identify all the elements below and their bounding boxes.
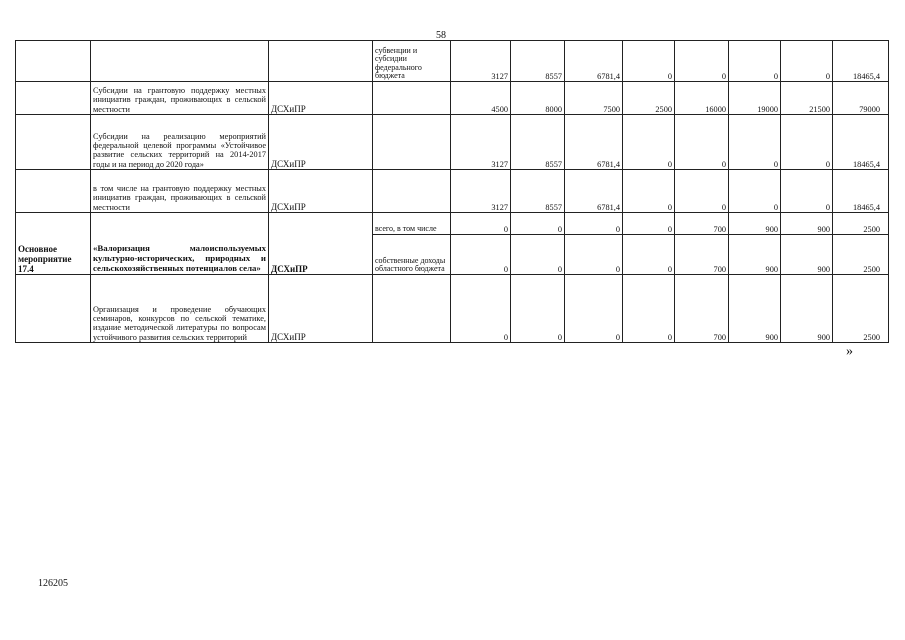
responsible-cell: ДСХиПР xyxy=(269,115,373,170)
value-cell: 8557 xyxy=(511,170,565,213)
table-row xyxy=(16,115,889,170)
value-cell: 0 xyxy=(451,235,511,275)
value-cell: 0 xyxy=(781,170,833,213)
activity-name-cell: Субсидии на грантовую поддержку местных инициатив граждан, проживающих в сельской местности xyxy=(91,82,269,115)
value-cell: 700 xyxy=(675,213,729,235)
value-cell: 0 xyxy=(729,41,781,82)
table-row xyxy=(16,41,889,82)
activity-name-cell: в том числе на грантовую поддержку местных инициатив граждан, проживающих в сельской местности xyxy=(91,170,269,213)
value-cell: 900 xyxy=(781,275,833,343)
table-row xyxy=(16,275,889,343)
total-cell: 79000 xyxy=(833,82,889,115)
value-cell: 0 xyxy=(623,41,675,82)
value-cell: 0 xyxy=(565,235,623,275)
value-cell: 3127 xyxy=(451,115,511,170)
funding-source-cell xyxy=(373,82,451,115)
table-row xyxy=(16,213,889,235)
value-cell: 700 xyxy=(675,275,729,343)
funding-source-cell xyxy=(373,115,451,170)
responsible-cell xyxy=(269,41,373,82)
main-activity-cell xyxy=(16,82,91,115)
total-cell: 18465,4 xyxy=(833,41,889,82)
closing-quote: » xyxy=(846,344,853,359)
funding-source-cell: всего, в том числе xyxy=(373,213,451,235)
value-cell: 3127 xyxy=(451,170,511,213)
value-cell: 8557 xyxy=(511,41,565,82)
value-cell: 19000 xyxy=(729,82,781,115)
activity-name-cell: Организация и проведение обучающих семинаров, конкурсов по сельской тематике, издание методической литературы по вопросам устойчивого развития сельских территорий xyxy=(91,275,269,343)
value-cell: 8000 xyxy=(511,82,565,115)
value-cell: 0 xyxy=(623,275,675,343)
funding-source-cell: собственные доходы областного бюджета xyxy=(373,235,451,275)
value-cell: 6781,4 xyxy=(565,170,623,213)
activity-name-cell xyxy=(91,41,269,82)
total-cell: 18465,4 xyxy=(833,115,889,170)
main-activity-cell xyxy=(16,275,91,343)
value-cell: 0 xyxy=(623,115,675,170)
value-cell: 0 xyxy=(511,213,565,235)
value-cell: 0 xyxy=(729,170,781,213)
budget-table xyxy=(15,40,889,343)
value-cell: 700 xyxy=(675,235,729,275)
funding-source-cell xyxy=(373,275,451,343)
total-cell: 2500 xyxy=(833,275,889,343)
value-cell: 900 xyxy=(729,213,781,235)
value-cell: 0 xyxy=(511,235,565,275)
footer-code: 126205 xyxy=(38,578,68,589)
value-cell: 900 xyxy=(729,275,781,343)
value-cell: 0 xyxy=(623,213,675,235)
value-cell: 0 xyxy=(451,275,511,343)
page-number: 58 xyxy=(436,30,446,41)
value-cell: 4500 xyxy=(451,82,511,115)
responsible-cell: ДСХиПР xyxy=(269,82,373,115)
value-cell: 0 xyxy=(565,275,623,343)
value-cell: 0 xyxy=(511,275,565,343)
value-cell: 21500 xyxy=(781,82,833,115)
responsible-cell: ДСХиПР xyxy=(269,275,373,343)
value-cell: 2500 xyxy=(623,82,675,115)
activity-name-cell: Субсидии на реализацию мероприятий федеральной целевой программы «Устойчивое развитие сельских территорий на 2014-2017 годы и на период до 2020 года» xyxy=(91,115,269,170)
value-cell: 0 xyxy=(675,41,729,82)
value-cell: 0 xyxy=(675,170,729,213)
main-activity-cell xyxy=(16,41,91,82)
value-cell: 0 xyxy=(623,170,675,213)
value-cell: 900 xyxy=(781,235,833,275)
value-cell: 900 xyxy=(729,235,781,275)
main-activity-cell xyxy=(16,115,91,170)
funding-source-cell xyxy=(373,170,451,213)
responsible-cell: ДСХиПР xyxy=(269,170,373,213)
table-row xyxy=(16,170,889,213)
value-cell: 900 xyxy=(781,213,833,235)
value-cell: 0 xyxy=(781,115,833,170)
value-cell: 0 xyxy=(675,115,729,170)
value-cell: 0 xyxy=(781,41,833,82)
total-cell: 18465,4 xyxy=(833,170,889,213)
value-cell: 16000 xyxy=(675,82,729,115)
value-cell: 7500 xyxy=(565,82,623,115)
value-cell: 0 xyxy=(623,235,675,275)
value-cell: 0 xyxy=(565,213,623,235)
value-cell: 6781,4 xyxy=(565,41,623,82)
responsible-cell: ДСХиПР xyxy=(269,213,373,275)
funding-source-cell: субвенции и субсидии федерального бюджета xyxy=(373,41,451,82)
value-cell: 6781,4 xyxy=(565,115,623,170)
value-cell: 8557 xyxy=(511,115,565,170)
value-cell: 0 xyxy=(729,115,781,170)
activity-name-cell: «Валоризация малоиспользуемых культурно-исторических, природных и сельскохозяйственных потенциалов села» xyxy=(91,213,269,275)
value-cell: 3127 xyxy=(451,41,511,82)
total-cell: 2500 xyxy=(833,213,889,235)
value-cell: 0 xyxy=(451,213,511,235)
total-cell: 2500 xyxy=(833,235,889,275)
main-activity-cell xyxy=(16,170,91,213)
table-row xyxy=(16,82,889,115)
main-activity-cell: Основное мероприятие 17.4 xyxy=(16,213,91,275)
